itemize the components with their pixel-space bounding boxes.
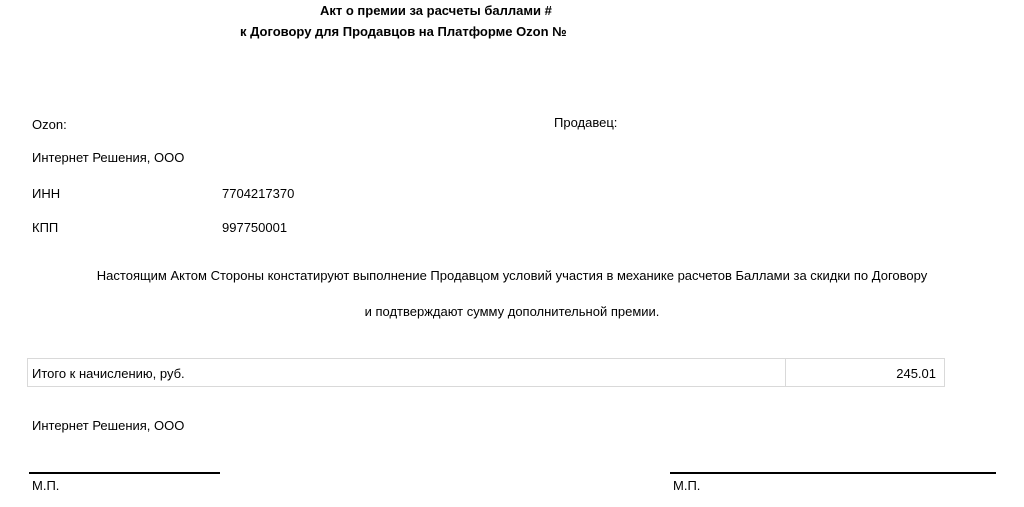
- kpp-label: КПП: [32, 220, 59, 235]
- seller-label: Продавец:: [554, 115, 618, 130]
- kpp-value: 997750001: [222, 220, 288, 235]
- total-label: Итого к начислению, руб.: [28, 359, 786, 386]
- document-title: Акт о премии за расчеты баллами #: [320, 3, 552, 18]
- signature-line-left: [29, 472, 220, 474]
- ozon-company-name: Интернет Решения, ООО: [32, 150, 185, 165]
- total-value: 245.01: [896, 366, 936, 381]
- inn-value: 7704217370: [222, 186, 295, 201]
- stamp-place-left: М.П.: [32, 478, 60, 493]
- stamp-place-right: М.П.: [673, 478, 701, 493]
- total-table: [27, 358, 945, 387]
- inn-label: ИНН: [32, 186, 61, 201]
- signature-company-name: Интернет Решения, ООО: [32, 418, 185, 433]
- document-subtitle: к Договору для Продавцов на Платформе Ozon №: [240, 24, 567, 39]
- statement-line-2: и подтверждают сумму дополнительной премии.: [364, 304, 660, 319]
- statement-line-1: Настоящим Актом Стороны констатируют выполнение Продавцом условий участия в механике расчетов Баллами за скидки по Договору: [96, 268, 928, 283]
- signature-line-right: [670, 472, 996, 474]
- ozon-label: Ozon:: [32, 117, 67, 132]
